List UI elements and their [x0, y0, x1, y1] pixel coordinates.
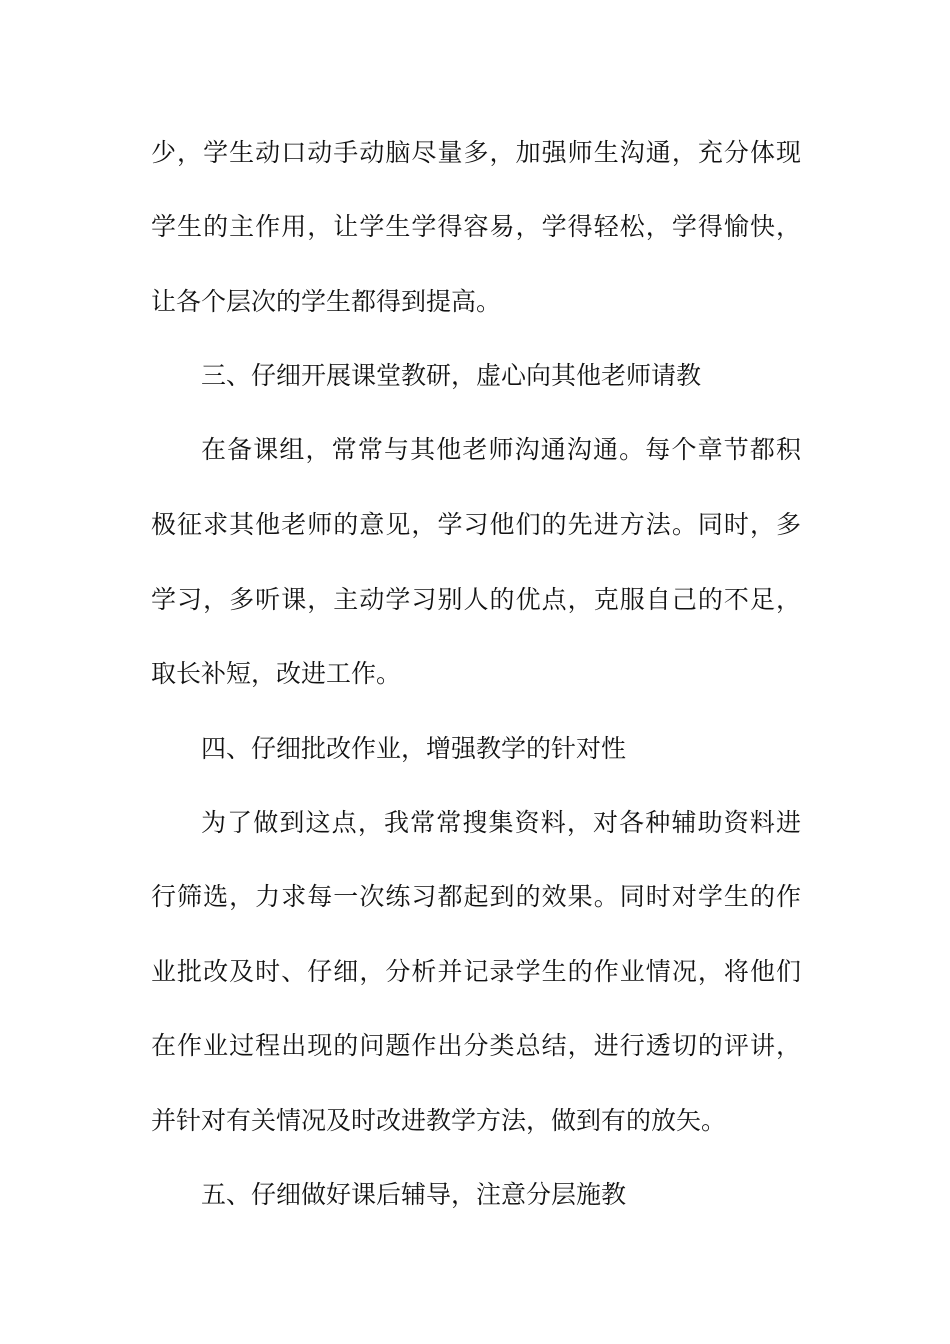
text-line: 在作业过程出现的问题作出分类总结，进行透切的评讲， [151, 1031, 801, 1060]
text-line: 极征求其他老师的意见，学习他们的先进方法。同时，多 [151, 510, 801, 539]
text-line: 行筛选，力求每一次练习都起到的效果。同时对学生的作 [151, 882, 801, 911]
text-line: 取长补短，改进工作。 [151, 659, 402, 688]
text-line: 为了做到这点，我常常搜集资料，对各种辅助资料进 [201, 808, 801, 837]
section-heading: 三、仔细开展课堂教研，虚心向其他老师请教 [201, 361, 702, 390]
text-line: 业批改及时、仔细，分析并记录学生的作业情况，将他们 [151, 957, 801, 986]
text-line: 学习，多听课，主动学习别人的优点，克服自己的不足， [151, 585, 801, 614]
text-line: 在备课组，常常与其他老师沟通沟通。每个章节都积 [201, 435, 801, 464]
section-heading: 四、仔细批改作业，增强教学的针对性 [201, 734, 627, 763]
text-line: 学生的主作用，让学生学得容易，学得轻松，学得愉快， [151, 212, 801, 241]
text-line: 少，学生动口动手动脑尽量多，加强师生沟通，充分体现 [151, 138, 801, 167]
text-line: 让各个层次的学生都得到提高。 [151, 287, 502, 316]
text-line: 并针对有关情况及时改进教学方法，做到有的放矢。 [151, 1106, 727, 1135]
section-heading: 五、仔细做好课后辅导，注意分层施教 [201, 1180, 627, 1209]
